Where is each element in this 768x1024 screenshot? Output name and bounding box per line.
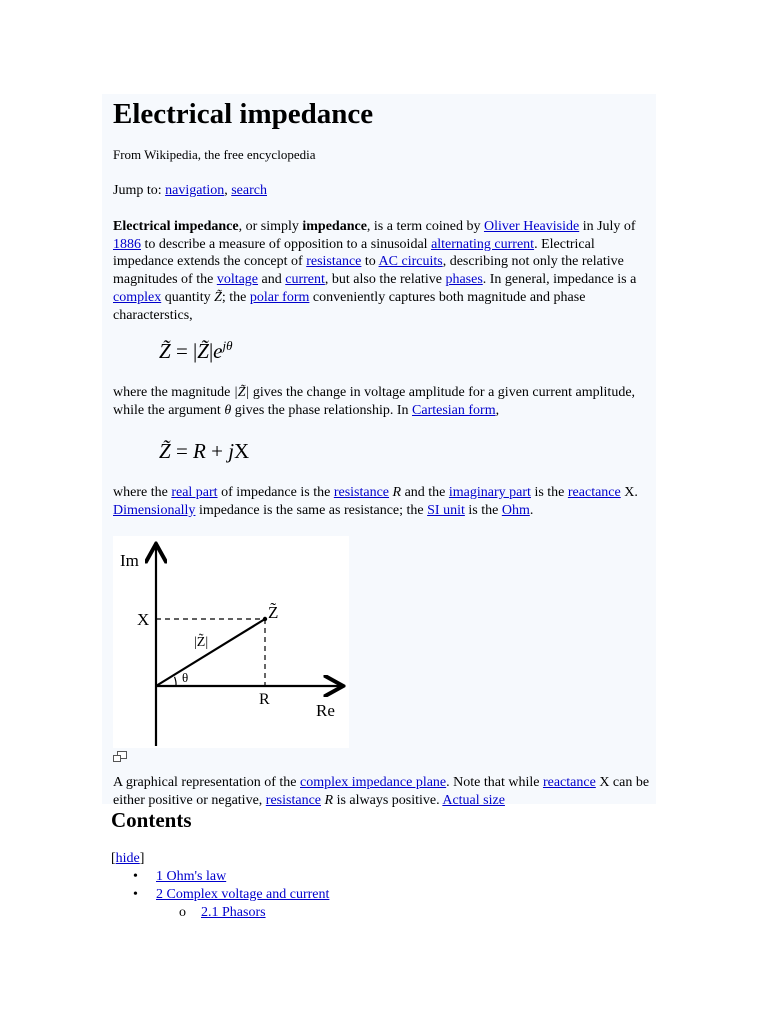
text: is the: [530, 485, 568, 500]
eq-r: R: [193, 439, 206, 463]
eq-equals: =: [170, 439, 194, 463]
text: , but also the relative: [324, 272, 446, 288]
text: and: [258, 272, 286, 288]
text: is the: [464, 502, 502, 518]
figure-caption: [113, 774, 658, 809]
jump-separator: ,: [224, 183, 228, 198]
actual-size-link[interactable]: Actual size: [442, 792, 505, 808]
toc-item: [111, 868, 227, 886]
impedance-plane-figure[interactable]: [113, 536, 349, 748]
polar-form-equation: [159, 338, 232, 364]
text: and the: [401, 485, 449, 500]
text: gives the change in voltage amplitude for a given current amplitude, while the argument: [113, 385, 636, 418]
theta-label: θ: [182, 670, 189, 685]
si-unit-link[interactable]: SI unit: [427, 502, 465, 518]
term-bold: Electrical impedance: [113, 219, 239, 234]
text: . Note that while: [446, 775, 543, 790]
toc-item: [111, 886, 330, 904]
magnify-icon[interactable]: [113, 751, 127, 763]
eq-exponent: jθ: [222, 338, 233, 353]
toc-bullet: •: [133, 869, 138, 884]
heaviside-link[interactable]: Oliver Heaviside: [483, 219, 580, 234]
dimensionally-link[interactable]: Dimensionally: [113, 502, 196, 518]
current-link[interactable]: current: [285, 272, 325, 288]
polar-form-link[interactable]: polar form: [249, 289, 310, 305]
text: in July of: [579, 219, 636, 234]
toc-link-ohms-law[interactable]: 1 Ohm's law: [156, 869, 227, 884]
year-link[interactable]: 1886: [113, 236, 141, 252]
jump-label: Jump to:: [113, 183, 162, 198]
table-of-contents: [111, 850, 330, 922]
text: gives the phase relationship. In: [231, 402, 413, 418]
z-label: Z̃: [268, 603, 279, 622]
hide-bracket: ]: [139, 851, 145, 866]
magnitude-label: |Z̃|: [194, 635, 209, 650]
toc-link-phasors[interactable]: 2.1 Phasors: [201, 905, 266, 920]
resistance-link[interactable]: resistance: [306, 254, 362, 270]
cartesian-form-equation: [159, 439, 249, 464]
reactance-link[interactable]: reactance: [567, 485, 621, 500]
r-label: R: [259, 691, 270, 708]
angle-arc: [175, 677, 177, 686]
term2-bold: impedance: [302, 219, 367, 234]
search-link[interactable]: search: [231, 183, 267, 198]
r-symbol: R: [392, 485, 402, 500]
text: where the: [113, 485, 172, 500]
toc-bullet: •: [133, 887, 138, 902]
z-tilde-symbol: Z̃: [214, 289, 222, 305]
eq-lhs: Z̃: [159, 339, 171, 363]
real-part-link[interactable]: real part: [171, 485, 218, 500]
eq-mag: Z̃: [197, 339, 209, 363]
ohm-link[interactable]: Ohm: [501, 502, 530, 518]
im-label: Im: [120, 551, 139, 570]
impedance-point: [263, 617, 267, 621]
text: impedance is the same as resistance; the: [195, 502, 428, 518]
toc-hide-row: [111, 850, 144, 868]
eq-x: X: [234, 439, 250, 463]
text: X.: [620, 485, 638, 500]
text: X can be either positive or negative,: [113, 775, 650, 808]
reactance-paragraph: [113, 484, 658, 519]
eq-plus: +: [205, 439, 229, 463]
eq-equals: = |: [170, 339, 198, 363]
alternating-current-link[interactable]: alternating current: [431, 236, 535, 252]
eq-lhs: Z̃: [159, 439, 171, 463]
text: of impedance is the: [217, 485, 334, 500]
navigation-link[interactable]: navigation: [165, 183, 225, 198]
toc-sub-bullet: o: [179, 905, 186, 920]
complex-link[interactable]: complex: [113, 289, 162, 305]
text: , is a term coined by: [366, 219, 484, 234]
contents-heading: Contents: [111, 808, 192, 832]
hide-toc-link[interactable]: hide: [115, 851, 140, 866]
theta-symbol: θ: [224, 402, 232, 418]
resistance-link-2[interactable]: resistance: [333, 485, 390, 500]
text: .: [529, 502, 534, 518]
impedance-vector: [156, 619, 265, 686]
text: ; the: [221, 289, 250, 305]
text: . Electrical impedance extends the concept of: [113, 236, 595, 270]
eq-e: e: [213, 339, 223, 363]
text: to: [361, 254, 379, 270]
text: conveniently captures both magnitude and phase characterstics,: [113, 289, 586, 323]
text: to describe a measure of opposition to a sinusoidal: [141, 236, 432, 252]
r-symbol-2: R: [324, 792, 334, 808]
text: . In general, impedance is a: [482, 272, 637, 288]
imaginary-part-link[interactable]: imaginary part: [448, 485, 531, 500]
reactance-link-2[interactable]: reactance: [542, 775, 596, 790]
voltage-link[interactable]: voltage: [216, 272, 259, 288]
complex-impedance-plane-link[interactable]: complex impedance plane: [299, 775, 447, 790]
page-title: Electrical impedance: [113, 98, 374, 130]
magnitude-paragraph: [113, 384, 658, 419]
eq-j: j: [228, 439, 235, 463]
text: ,: [495, 402, 500, 418]
text: , or simply: [238, 219, 303, 234]
phases-link[interactable]: phases: [445, 272, 483, 288]
toc-subitem: [111, 904, 266, 922]
eq-bar: |: [208, 339, 214, 363]
text: is always positive.: [333, 792, 443, 808]
text: quantity: [161, 289, 215, 305]
text: , describing not only the relative magnitudes of the: [113, 254, 624, 288]
ac-circuits-link[interactable]: AC circuits: [378, 254, 443, 270]
jump-to-links: [113, 182, 267, 200]
text: A graphical representation of the: [113, 775, 300, 790]
toc-link-complex-voltage[interactable]: 2 Complex voltage and current: [156, 887, 330, 902]
re-label: Re: [316, 701, 335, 720]
intro-paragraph: [113, 218, 658, 324]
text: where the magnitude: [113, 385, 234, 400]
site-tagline: From Wikipedia, the free encyclopedia: [113, 147, 316, 162]
resistance-link-3[interactable]: resistance: [265, 792, 321, 808]
cartesian-form-link[interactable]: Cartesian form: [412, 402, 496, 418]
magnitude-symbol: |Z̃|: [233, 385, 250, 400]
impedance-plane-diagram: [113, 536, 349, 748]
hide-bracket: [: [111, 851, 116, 866]
x-label: X: [137, 610, 150, 629]
